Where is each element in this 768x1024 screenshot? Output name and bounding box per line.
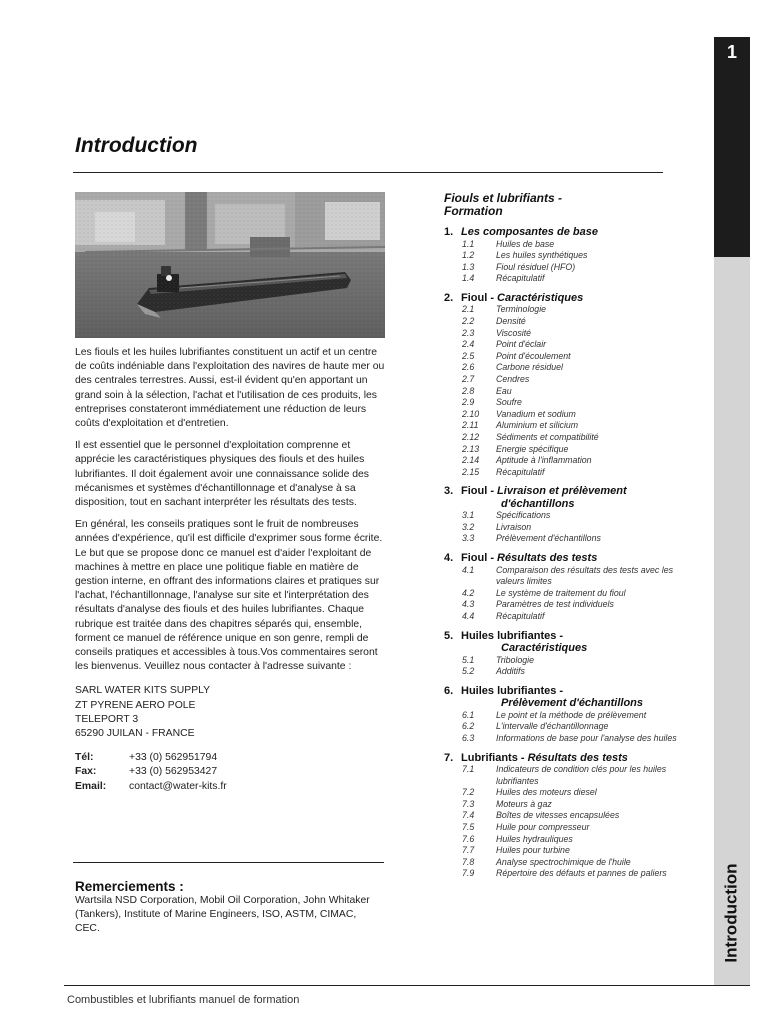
toc-item [444, 666, 704, 678]
toc-item [444, 565, 704, 588]
toc-item [444, 444, 704, 456]
toc-item-number: 2.14 [462, 455, 480, 466]
toc-item-number: 2.6 [462, 362, 475, 373]
intro-body [75, 346, 385, 794]
toc-section-heading [444, 685, 704, 710]
intro-paragraph: En général, les conseils pratiques sont le fruit de nombreuses années d'expérience, qu'il est difficile d'exprimer sous forme écrite. Le but que se propose donc ce manuel est d'aider l'exploitant de machines à mettre en place une politique fiable en matière de gestion interne, en offrant des informations claires et pratiques sur l'achat, l'échantillonnage, l'analyse sur site et l'interprétation des résultats d'analyse des fiouls et des huiles lubrifiantes. Chaque rubrique est traitée dans des chapitres séparés qui, ensemble, forment ce manuel de référence unique en son genre, rempli de conseils pratiques et accessibles à tous.Vos commentaires seront les bienvenus. Veuillez nous contacter à l'adresse suivante : [75, 519, 383, 673]
tanker-photo [75, 192, 385, 338]
toc-item [444, 845, 704, 857]
toc-item-title: Carbone résiduel [496, 362, 563, 373]
toc-section [444, 630, 704, 678]
toc-item [444, 328, 704, 340]
contact-label: Fax: [75, 766, 97, 778]
contact-label: Tél: [75, 752, 94, 764]
toc-item [444, 262, 704, 274]
toc-section-subject: Huiles lubrifiantes - [461, 629, 564, 642]
toc-item-number: 5.2 [462, 666, 475, 677]
toc-section-heading [444, 752, 704, 765]
toc-item [444, 339, 704, 351]
toc-item [444, 239, 704, 251]
toc-item-number: 2.7 [462, 373, 475, 384]
toc-item-title: Huiles des moteurs diesel [496, 787, 597, 798]
toc-item [444, 588, 704, 600]
toc-section-subject: Fioul - [461, 291, 498, 304]
toc-item-number: 5.1 [462, 654, 475, 665]
toc-section-topic-continued: Caractéristiques [501, 642, 588, 655]
toc-item [444, 834, 704, 846]
toc-section-subject: Fioul - [461, 485, 498, 498]
toc-item [444, 810, 704, 822]
toc-item [444, 455, 704, 467]
intro-paragraph: Les fiouls et les huiles lubrifiantes constituent un actif et un centre de coûts indéniable dans l'exploitation des navires de haute mer ou des centrales terrestres. Aussi, est-il évident qu'en apportant un grand soin à la sélection, l'achat et l'utilisation de ces produits, les entreprises constateront immédiatement une réduction de leurs coûts d'exploitation et d'entretien. [75, 347, 385, 430]
toc-item-title: Point d'éclair [496, 339, 547, 350]
toc-item [444, 764, 704, 787]
contact-phone [75, 751, 385, 765]
toc-item-number: 7.5 [462, 821, 475, 832]
toc-item-number: 7.8 [462, 856, 475, 867]
toc-item-title: Terminologie [496, 304, 547, 315]
contact-email [75, 780, 385, 794]
toc-section-topic-continued: Prélèvement d'échantillons [501, 697, 643, 710]
toc-item [444, 799, 704, 811]
toc-item [444, 611, 704, 623]
toc-item [444, 857, 704, 869]
toc-item-title: Paramètres de test individuels [496, 599, 614, 610]
toc-item-title: Prélèvement d'échantillons [496, 533, 601, 544]
toc-item-number: 7.1 [462, 764, 475, 774]
toc-section [444, 292, 704, 478]
toc-item [444, 733, 704, 745]
toc-item-number: 3.2 [462, 521, 475, 532]
toc-item [444, 467, 704, 479]
toc-item-title: Spécifications [496, 510, 551, 521]
contact-label: Email: [75, 780, 107, 792]
toc-item [444, 273, 704, 285]
acknowledgements-text: Wartsila NSD Corporation, Mobil Oil Corporation, John Whitaker (Tankers), Institute of Marine Engineers, ISO, ASTM, CIMAC, CEC. [75, 895, 370, 935]
toc-section [444, 226, 704, 285]
toc-section-subject: Huiles lubrifiantes - [461, 684, 564, 697]
toc-section-number: 3. [444, 485, 454, 498]
toc-section-subject: Lubrifiants - [461, 751, 528, 764]
address-line: SARL WATER KITS SUPPLY [75, 685, 211, 697]
toc-item-title: Répertoire des défauts et pannes de paliers [496, 868, 667, 879]
toc-item-title: Analyse spectrochimique de l'huile [496, 856, 631, 867]
toc-section-topic-continued: d'échantillons [501, 497, 575, 510]
toc-item-title: Cendres [496, 373, 530, 384]
toc-item [444, 822, 704, 834]
toc-item-title: Fioul résiduel (HFO) [496, 261, 576, 272]
contact-fax [75, 765, 385, 779]
toc-item-number: 6.2 [462, 721, 475, 732]
toc-item-title: Eau [496, 385, 512, 396]
toc-item [444, 868, 704, 880]
toc-item-title: Comparaison des résultats des tests avec les valeurs limites [496, 564, 673, 587]
toc-item-title: Vanadium et sodium [496, 408, 576, 419]
toc-item [444, 599, 704, 611]
toc-item-number: 2.4 [462, 339, 475, 350]
toc-section-topic: Livraison et prélèvement [497, 485, 627, 498]
toc-section-number: 7. [444, 751, 454, 764]
toc-title: Fiouls et lubrifiants - Formation [444, 191, 563, 218]
toc-section [444, 485, 704, 545]
toc-item-title: Viscosité [496, 327, 532, 338]
toc-item-number: 7.4 [462, 810, 475, 821]
toc-item-title: Huiles de base [496, 238, 555, 249]
toc-section [444, 752, 704, 880]
intro-paragraph: Il est essentiel que le personnel d'exploitation comprenne et apprécie les caractéristiques physiques des fiouls et des huiles lubrifiantes. Il doit également avoir une connaissance solide des mécanismes et systèmes d'échantillonnage et d'analyse à sa disposition, tout en sachant interpréter les résultats des tests. [75, 440, 370, 509]
toc-item-number: 3.3 [462, 533, 475, 544]
toc-section-heading [444, 630, 704, 655]
page-title: Introduction [75, 134, 198, 157]
chapter-tab-label: Introduction [722, 862, 741, 963]
contact-email-link[interactable]: contact@water-kits.fr [129, 780, 227, 792]
toc-item [444, 409, 704, 421]
toc-item-title: Récapitulatif [496, 273, 545, 284]
toc-section-topic: Résultats des tests [497, 552, 598, 565]
toc-section [444, 685, 704, 745]
toc-item-number: 2.3 [462, 327, 475, 338]
toc-item-title: Point d'écoulement [496, 350, 571, 361]
toc-item-number: 2.2 [462, 315, 475, 326]
toc-item-number: 4.3 [462, 599, 475, 610]
toc-item-number: 6.1 [462, 709, 475, 720]
toc-item-title: Densité [496, 315, 526, 326]
acknowledgements-title: Remerciements : [75, 879, 184, 894]
toc-item-title: Le point et la méthode de prélèvement [496, 709, 647, 720]
toc-item-title: Huiles pour turbine [496, 845, 570, 856]
toc-item-number: 1.1 [462, 238, 475, 249]
toc-section-subject: Fioul - [461, 552, 498, 565]
toc-item [444, 351, 704, 363]
toc-item-number: 2.15 [462, 466, 480, 477]
toc-item [444, 432, 704, 444]
tanker-photo-illustration [75, 192, 385, 338]
address-line: 65290 JUILAN - FRANCE [75, 728, 195, 740]
toc-item [444, 787, 704, 799]
toc-item [444, 397, 704, 409]
toc-item [444, 362, 704, 374]
toc-item-number: 4.2 [462, 587, 475, 598]
toc-item-number: 2.1 [462, 304, 475, 315]
toc-item-number: 2.8 [462, 385, 475, 396]
page-footer: Combustibles et lubrifiants manuel de formation [67, 994, 300, 1006]
toc-item-title: Energie spécifique [496, 443, 569, 454]
toc-item-number: 7.9 [462, 868, 475, 879]
toc-item-title: Indicateurs de condition clés pour les huiles lubrifiantes [496, 764, 667, 786]
toc-item-number: 3.1 [462, 510, 475, 521]
toc-section-heading [444, 292, 704, 305]
toc-item-title: Tribologie [496, 654, 534, 665]
toc-section-topic: Caractéristiques [497, 291, 584, 304]
contact-block [75, 751, 385, 794]
toc-item-title: Soufre [496, 397, 522, 408]
toc-item-number: 2.5 [462, 350, 475, 361]
toc-item-title: Les huiles synthétiques [496, 250, 588, 261]
toc-section [444, 552, 704, 622]
toc-section-topic: Résultats des tests [527, 751, 628, 764]
toc-item-title: Huile pour compresseur [496, 821, 590, 832]
toc-item-number: 2.13 [462, 443, 480, 454]
toc-section-number: 6. [444, 684, 454, 697]
toc-section-heading [444, 226, 704, 239]
table-of-contents [444, 192, 704, 887]
toc-section-heading [444, 552, 704, 565]
toc-item-title: Huiles hydrauliques [496, 833, 573, 844]
toc-item-number: 7.3 [462, 798, 475, 809]
toc-sections [444, 226, 704, 880]
toc-item-title: Moteurs à gaz [496, 798, 552, 809]
address-line: TELEPORT 3 [75, 713, 139, 725]
toc-item-number: 4.1 [462, 564, 475, 575]
toc-item [444, 250, 704, 262]
toc-item-number: 2.12 [462, 431, 480, 442]
toc-item [444, 304, 704, 316]
toc-item-title: Aluminium et silicium [496, 420, 579, 431]
contact-value: +33 (0) 562953427 [129, 766, 218, 778]
chapter-number: 1 [726, 42, 737, 62]
toc-item [444, 655, 704, 667]
toc-item [444, 710, 704, 722]
toc-item [444, 721, 704, 733]
toc-item-number: 1.2 [462, 250, 475, 261]
toc-section-number: 1. [444, 226, 454, 238]
toc-section-topic: Les composantes de base [461, 226, 598, 238]
postal-address [75, 684, 385, 741]
toc-item [444, 522, 704, 534]
toc-item-number: 1.3 [462, 261, 475, 272]
toc-item [444, 533, 704, 545]
toc-item-number: 2.10 [462, 408, 480, 419]
toc-item-number: 6.3 [462, 732, 475, 743]
address-line: ZT PYRENE AERO POLE [75, 699, 196, 711]
toc-section-number: 4. [444, 552, 454, 565]
toc-item-title: Sédiments et compatibilité [496, 431, 599, 442]
toc-item-number: 4.4 [462, 610, 475, 621]
toc-item [444, 510, 704, 522]
chapter-tab-dark [714, 37, 750, 257]
left-column-rule [73, 862, 384, 863]
toc-item [444, 316, 704, 328]
toc-section-number: 2. [444, 291, 454, 304]
toc-item-number: 1.4 [462, 273, 475, 284]
toc-item-title: Informations de base pour l'analyse des huiles [496, 732, 677, 743]
toc-item-number: 2.11 [462, 420, 479, 431]
toc-item [444, 374, 704, 386]
toc-item-title: Boîtes de vitesses encapsulées [496, 810, 620, 821]
toc-section-number: 5. [444, 629, 454, 642]
toc-item-title: L'intervalle d'échantillonnage [496, 721, 609, 732]
toc-item-title: Récapitulatif [496, 466, 545, 477]
toc-item-title: Le système de traitement du fioul [496, 587, 626, 598]
title-rule [73, 172, 663, 173]
toc-item-number: 7.6 [462, 833, 475, 844]
toc-item [444, 420, 704, 432]
toc-item-number: 7.2 [462, 787, 475, 798]
toc-item-title: Aptitude à l'inflammation [496, 455, 592, 466]
toc-item-title: Récapitulatif [496, 610, 545, 621]
toc-item-number: 7.7 [462, 845, 475, 856]
toc-item-title: Additifs [496, 666, 525, 677]
toc-item-number: 2.9 [462, 397, 475, 408]
footer-rule [64, 985, 750, 986]
toc-item [444, 386, 704, 398]
toc-item-title: Livraison [496, 521, 532, 532]
contact-value: +33 (0) 562951794 [129, 752, 218, 764]
toc-section-heading [444, 485, 704, 510]
